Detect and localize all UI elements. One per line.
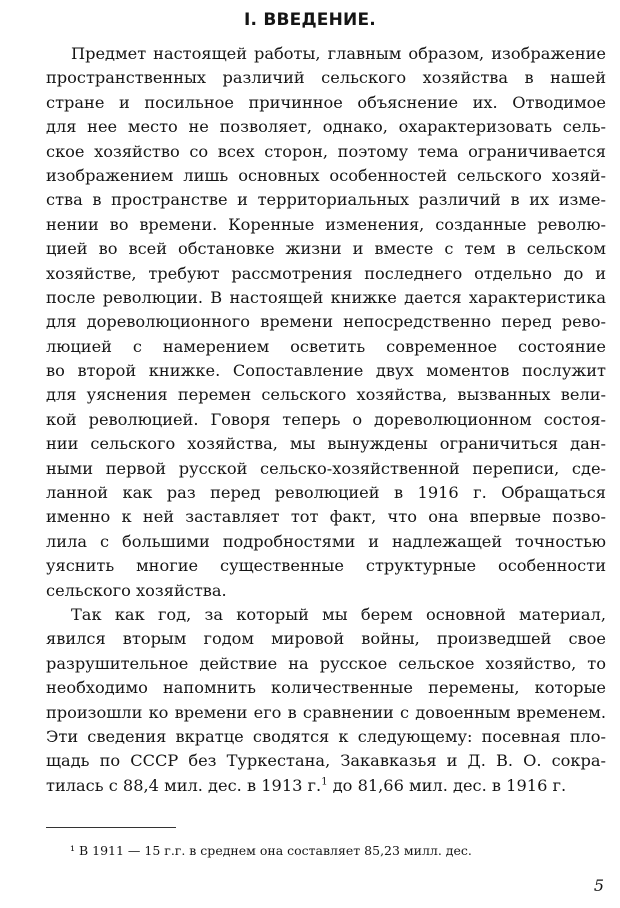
paragraph1-line: во второй книжке. Сопоставление двух моментов послужит bbox=[46, 361, 606, 381]
paragraph2-line: щадь по СССР без Туркестана, Закавказья и Д. В. О. сокра- bbox=[46, 751, 606, 771]
paragraph1-line: Предмет настоящей работы, главным образом, изображение bbox=[71, 44, 606, 63]
last-line-text: тилась с 88,4 мил. дес. в 1913 г. bbox=[46, 775, 322, 795]
paragraph2-line: разрушительное действие на русское сельское хозяйство, то bbox=[46, 653, 606, 673]
paragraph1-line: ланной как раз перед революцией в 1916 г. Обращаться bbox=[46, 483, 606, 503]
body-text bbox=[46, 42, 606, 798]
paragraph-2-last-line bbox=[46, 774, 606, 798]
paragraph1-line: хозяйстве, требуют рассмотрения последнего отдельно до и bbox=[46, 263, 606, 283]
paragraph1-line: ское хозяйство со всех сторон, поэтому тема ограничивается bbox=[46, 141, 606, 161]
paragraph1-line: уяснить многие существенные структурные особенности bbox=[46, 556, 606, 576]
footnote: ¹ В 1911 — 15 г.г. в среднем она составляет 85,23 милл. дес. bbox=[70, 843, 472, 858]
paragraph-2 bbox=[46, 603, 606, 774]
page-number: 5 bbox=[593, 876, 604, 895]
paragraph1-line: пространственных различий сельского хозяйства в нашей bbox=[46, 68, 606, 88]
paragraph2-line: Так как год, за который мы берем основной материал, bbox=[71, 604, 606, 624]
paragraph1-line: люцией с намерением осветить современное состояние bbox=[46, 336, 606, 356]
paragraph1-line: именно к ней заставляет тот факт, что она впервые позво- bbox=[46, 507, 606, 527]
paragraph-1 bbox=[46, 42, 606, 603]
paragraph2-line: Эти сведения вкратце сводятся к следующему: посевная пло- bbox=[46, 726, 606, 746]
paragraph1-line: для нее место не позволяет, однако, охарактеризовать сель- bbox=[46, 117, 606, 137]
footnote-marker: 1 bbox=[321, 776, 328, 788]
footnote-divider bbox=[46, 827, 176, 828]
paragraph1-line: лила с большими подробностями и надлежащей точностью bbox=[46, 531, 606, 551]
paragraph1-line: для уяснения перемен сельского хозяйства, вызванных вели- bbox=[46, 385, 606, 405]
paragraph1-line: ными первой русской сельско-хозяйственной переписи, сде- bbox=[46, 458, 606, 478]
paragraph1-line: для дореволюционного времени непосредственно перед рево- bbox=[46, 312, 606, 332]
chapter-heading: I. ВВЕДЕНИЕ. bbox=[244, 10, 376, 30]
paragraph1-line: нении во времени. Коренные изменения, созданные револю- bbox=[46, 214, 606, 234]
paragraph2-line: произошли ко времени его в сравнении с довоенным временем. bbox=[46, 702, 606, 722]
paragraph1-line: ства в пространстве и территориальных различий в их изме- bbox=[46, 190, 606, 210]
paragraph2-line: необходимо напомнить количественные перемены, которые bbox=[46, 678, 606, 698]
paragraph1-line: изображением лишь основных особенностей сельского хозяй- bbox=[46, 165, 606, 185]
paragraph1-line: кой революцией. Говоря теперь о дореволюционном состоя- bbox=[46, 409, 606, 429]
paragraph1-line: сельского хозяйства. bbox=[46, 580, 227, 600]
last-line-text-continued: до 81,66 мил. дес. в 1916 г. bbox=[327, 775, 567, 795]
paragraph2-line: явился вторым годом мировой войны, произведшей свое bbox=[46, 629, 606, 649]
paragraph1-line: цией во всей обстановке жизни и вместе с тем в сельском bbox=[46, 239, 606, 259]
paragraph1-line: после революции. В настоящей книжке дается характеристика bbox=[46, 287, 606, 307]
paragraph1-line: нии сельского хозяйства, мы вынуждены ограничиться дан- bbox=[46, 434, 606, 454]
paragraph1-line: стране и посильное причинное объяснение их. Отводимое bbox=[46, 92, 606, 112]
